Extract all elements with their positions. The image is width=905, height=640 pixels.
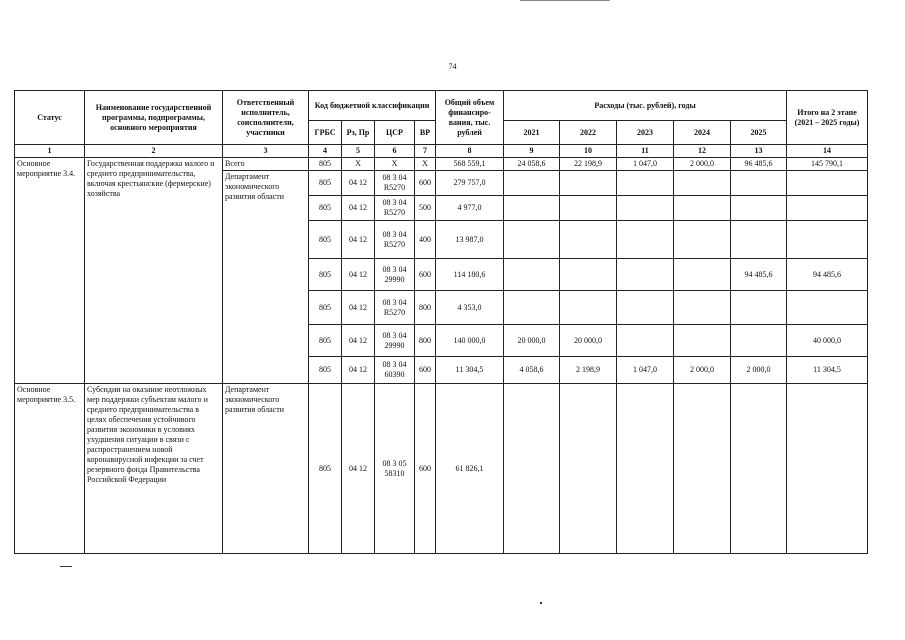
cell-2022 (560, 171, 617, 196)
cell-2021: 20 000,0 (504, 325, 560, 357)
column-index: 1 (15, 145, 85, 158)
measure-status: Основное мероприятие 3.5. (15, 384, 85, 554)
scan-artifact (540, 602, 542, 604)
cell-2025 (731, 196, 787, 221)
measure-name: Государственная поддержка малого и среднего предпринимательства, включая крестьянские (фермерские) хозяйства (85, 158, 223, 384)
cell-2021: 24 058,6 (504, 158, 560, 171)
cell-csr: 08 3 04 R5270 (375, 291, 415, 325)
column-index: 9 (504, 145, 560, 158)
header-year-2022: 2022 (560, 121, 617, 145)
column-index-row (15, 145, 868, 158)
cell-total: 61 826,1 (436, 384, 504, 554)
cell-2021: 4 058,6 (504, 357, 560, 384)
column-index: 8 (436, 145, 504, 158)
column-index: 10 (560, 145, 617, 158)
cell-2023 (617, 291, 674, 325)
executor-total-label: Всего (223, 158, 309, 171)
header-year-2023: 2023 (617, 121, 674, 145)
cell-2021 (504, 196, 560, 221)
cell-itogo (787, 291, 868, 325)
column-index: 6 (375, 145, 415, 158)
cell-2023 (617, 384, 674, 554)
table-row (15, 158, 868, 171)
cell-2023 (617, 196, 674, 221)
cell-2023: 1 047,0 (617, 158, 674, 171)
cell-total: 140 000,0 (436, 325, 504, 357)
cell-rzpr: 04 12 (342, 384, 375, 554)
budget-table (14, 90, 868, 554)
cell-grbs: 805 (309, 196, 342, 221)
cell-itogo (787, 384, 868, 554)
cell-2024: 2 000,0 (674, 357, 731, 384)
cell-rzpr: 04 12 (342, 325, 375, 357)
cell-rzpr: 04 12 (342, 291, 375, 325)
header-vr: ВР (415, 121, 436, 145)
cell-vr: 600 (415, 171, 436, 196)
cell-csr: 08 3 04 R5270 (375, 171, 415, 196)
cell-csr: X (375, 158, 415, 171)
cell-2024 (674, 325, 731, 357)
cell-rzpr: 04 12 (342, 259, 375, 291)
header-csr: ЦСР (375, 121, 415, 145)
cell-2025 (731, 291, 787, 325)
header-status: Статус (15, 91, 85, 145)
header-expenses: Расходы (тыс. рублей), годы (504, 91, 787, 121)
cell-2024 (674, 171, 731, 196)
cell-vr: 600 (415, 384, 436, 554)
column-index: 5 (342, 145, 375, 158)
column-index: 14 (787, 145, 868, 158)
measure-executor: Департамент экономического развития области (223, 384, 309, 554)
cell-2023 (617, 221, 674, 259)
cell-2024: 2 000,0 (674, 158, 731, 171)
cell-2022 (560, 196, 617, 221)
cell-csr: 08 3 04 29990 (375, 259, 415, 291)
cell-2023 (617, 325, 674, 357)
cell-vr: 500 (415, 196, 436, 221)
cell-csr: 08 3 05 58310 (375, 384, 415, 554)
scan-artifact (520, 0, 610, 1)
cell-rzpr: 04 12 (342, 221, 375, 259)
cell-2022: 2 198,9 (560, 357, 617, 384)
cell-2021 (504, 259, 560, 291)
cell-2025: 2 000,0 (731, 357, 787, 384)
cell-total: 4 353,0 (436, 291, 504, 325)
cell-rzpr: X (342, 158, 375, 171)
cell-2021 (504, 384, 560, 554)
measure-executor: Департамент экономического развития области (223, 171, 309, 384)
scan-artifact (60, 566, 72, 567)
cell-rzpr: 04 12 (342, 171, 375, 196)
table-row (15, 384, 868, 554)
cell-grbs: 805 (309, 259, 342, 291)
column-index: 4 (309, 145, 342, 158)
cell-grbs: 805 (309, 171, 342, 196)
cell-2022 (560, 221, 617, 259)
cell-grbs: 805 (309, 158, 342, 171)
column-index: 11 (617, 145, 674, 158)
header-name: Наименование государственной программы, подпрограммы, основного мероприятия (85, 91, 223, 145)
cell-2025: 94 485,6 (731, 259, 787, 291)
column-index: 2 (85, 145, 223, 158)
cell-2023: 1 047,0 (617, 357, 674, 384)
cell-total: 279 757,0 (436, 171, 504, 196)
cell-vr: 800 (415, 291, 436, 325)
cell-total: 13 987,0 (436, 221, 504, 259)
cell-itogo (787, 221, 868, 259)
header-executor: Ответственный исполнитель, соисполнители, участники (223, 91, 309, 145)
header-rzpr: Рз, Пр (342, 121, 375, 145)
cell-2022 (560, 291, 617, 325)
cell-2022 (560, 259, 617, 291)
cell-itogo (787, 196, 868, 221)
cell-itogo: 40 000,0 (787, 325, 868, 357)
cell-2024 (674, 259, 731, 291)
cell-2023 (617, 171, 674, 196)
cell-total: 4 977,0 (436, 196, 504, 221)
column-index: 3 (223, 145, 309, 158)
cell-vr: 600 (415, 259, 436, 291)
cell-2024 (674, 196, 731, 221)
cell-itogo: 94 485,6 (787, 259, 868, 291)
cell-2024 (674, 221, 731, 259)
cell-grbs: 805 (309, 291, 342, 325)
cell-2025 (731, 325, 787, 357)
column-index: 7 (415, 145, 436, 158)
cell-2022 (560, 384, 617, 554)
cell-vr: X (415, 158, 436, 171)
cell-csr: 08 3 04 R5270 (375, 196, 415, 221)
cell-grbs: 805 (309, 221, 342, 259)
cell-2025 (731, 221, 787, 259)
header-total-volume: Общий объем финансиро- вания, тыс. рублей (436, 91, 504, 145)
cell-csr: 08 3 04 29990 (375, 325, 415, 357)
cell-csr: 08 3 04 R5270 (375, 221, 415, 259)
cell-vr: 400 (415, 221, 436, 259)
column-index: 12 (674, 145, 731, 158)
cell-vr: 800 (415, 325, 436, 357)
cell-2024 (674, 384, 731, 554)
cell-2021 (504, 171, 560, 196)
column-index: 13 (731, 145, 787, 158)
header-year-2025: 2025 (731, 121, 787, 145)
measure-status: Основное мероприятие 3.4. (15, 158, 85, 384)
cell-total: 11 304,5 (436, 357, 504, 384)
cell-rzpr: 04 12 (342, 357, 375, 384)
cell-rzpr: 04 12 (342, 196, 375, 221)
cell-vr: 600 (415, 357, 436, 384)
cell-itogo: 145 790,1 (787, 158, 868, 171)
cell-total: 114 180,6 (436, 259, 504, 291)
cell-itogo: 11 304,5 (787, 357, 868, 384)
cell-2022: 20 000,0 (560, 325, 617, 357)
cell-2021 (504, 291, 560, 325)
cell-grbs: 805 (309, 357, 342, 384)
cell-2023 (617, 259, 674, 291)
cell-csr: 08 3 04 60390 (375, 357, 415, 384)
cell-2022: 22 198,9 (560, 158, 617, 171)
header-year-2021: 2021 (504, 121, 560, 145)
header-year-2024: 2024 (674, 121, 731, 145)
measure-name: Субсидии на оказание неотложных мер поддержки субъектам малого и среднего предпринимательства в целях обеспечения устойчивого развития экономики в условиях ухудшения ситуации в связи с распространением новой коронавирусной инфекции за счет резервного фонда Правительства Российской Федерации (85, 384, 223, 554)
cell-2025: 96 485,6 (731, 158, 787, 171)
cell-grbs: 805 (309, 325, 342, 357)
cell-total: 568 559,1 (436, 158, 504, 171)
cell-2024 (674, 291, 731, 325)
header-stage-total: Итого на 2 этапе (2021 – 2025 годы) (787, 91, 868, 145)
header-grbs: ГРБС (309, 121, 342, 145)
page-number: 74 (448, 62, 457, 71)
cell-2021 (504, 221, 560, 259)
header-budget-code: Код бюджетной классификации (309, 91, 436, 121)
cell-grbs: 805 (309, 384, 342, 554)
cell-2025 (731, 171, 787, 196)
cell-itogo (787, 171, 868, 196)
cell-2025 (731, 384, 787, 554)
